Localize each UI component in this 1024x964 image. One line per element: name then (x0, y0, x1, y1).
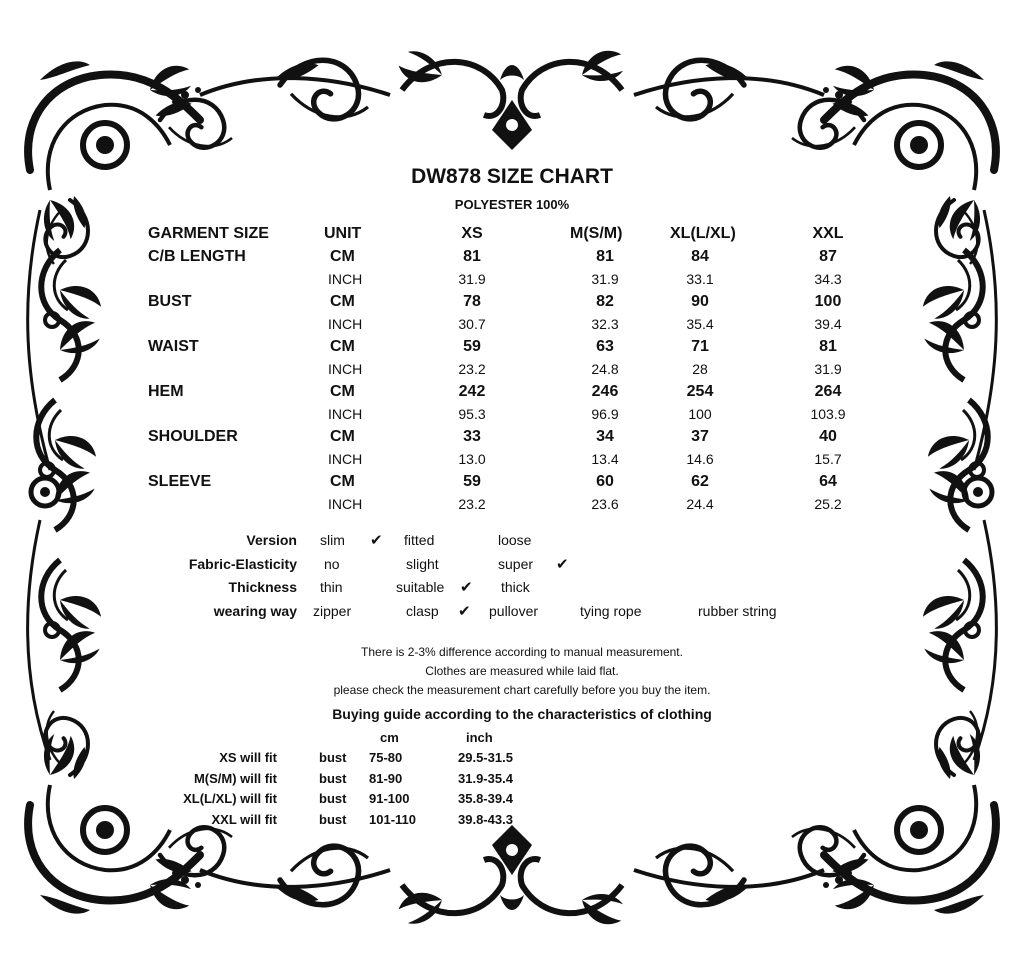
cm-value-cell: 71 (691, 338, 709, 355)
inch-value-cell: 14.6 (686, 451, 714, 467)
option-choice: suitable (396, 579, 445, 595)
inch-value-cell: 24.4 (686, 496, 714, 512)
guide-cm-range: 101-110 (369, 811, 416, 827)
option-choice: pullover (489, 602, 539, 619)
size-header-xl: XL(L/XL) (670, 225, 736, 242)
garment-size-header: GARMENT SIZE (148, 225, 269, 242)
option-label: Version (246, 532, 297, 548)
check-mark-icon: ✔ (458, 602, 471, 620)
size-header-m: M(S/M) (570, 225, 623, 242)
measurement-label: HEM (148, 383, 184, 400)
cm-value-cell: 37 (691, 428, 709, 445)
guide-part: bust (319, 811, 347, 827)
cm-value-cell: 81 (463, 248, 481, 265)
inch-value-cell: 39.4 (814, 316, 842, 332)
inch-value-cell: 31.9 (591, 271, 619, 287)
guide-part: bust (319, 791, 347, 806)
inch-value-cell: 13.4 (591, 451, 619, 467)
cm-value-cell: 100 (814, 293, 842, 310)
inch-value-cell: 23.6 (591, 496, 619, 512)
guide-inch-header: inch (466, 730, 493, 745)
guide-inch-range: 31.9-35.4 (458, 770, 513, 786)
check-mark-icon: ✔ (556, 555, 569, 573)
cm-value-cell: 242 (458, 383, 486, 400)
inch-value-cell: 23.2 (458, 361, 486, 377)
cm-value-cell: 81 (596, 248, 614, 265)
inch-value-cell: 13.0 (458, 451, 486, 467)
option-choice: rubber string (698, 602, 777, 619)
unit-cm-label: CM (330, 338, 355, 355)
check-mark-icon: ✔ (460, 579, 473, 596)
option-label: wearing way (213, 602, 297, 619)
option-choice: slim (320, 532, 345, 548)
unit-cm-label: CM (330, 473, 355, 490)
unit-inch-label: INCH (328, 271, 363, 287)
cm-value-cell: 254 (686, 383, 714, 400)
cm-value-cell: 78 (463, 293, 481, 310)
guide-size-name: M(S/M) will fit (193, 770, 277, 786)
guide-size-name: XL(L/XL) will fit (183, 791, 277, 806)
cm-value-cell: 90 (691, 293, 709, 310)
option-choice: thin (320, 579, 343, 595)
guide-inch-range: 39.8-43.3 (458, 811, 513, 827)
unit-inch-label: INCH (328, 406, 363, 422)
option-choice: loose (498, 532, 532, 548)
cm-value-cell: 63 (596, 338, 614, 355)
cm-value-cell: 62 (691, 473, 709, 490)
size-header-xs: XS (461, 225, 483, 242)
option-choice: thick (501, 579, 530, 595)
option-choice: no (324, 555, 340, 572)
measurement-label: WAIST (148, 338, 199, 355)
cm-value-cell: 82 (596, 293, 614, 310)
cm-value-cell: 87 (819, 248, 837, 265)
inch-value-cell: 34.3 (814, 271, 842, 287)
guide-inch-range: 35.8-39.4 (458, 791, 513, 806)
note-line: Clothes are measured while laid flat. (425, 664, 619, 678)
inch-value-cell: 31.9 (814, 361, 842, 377)
measurement-label: C/B LENGTH (148, 248, 246, 265)
measurement-label: SHOULDER (148, 428, 238, 445)
inch-value-cell: 100 (688, 406, 712, 422)
guide-part: bust (319, 750, 347, 765)
inch-value-cell: 103.9 (810, 406, 846, 422)
option-choice: tying rope (580, 602, 642, 619)
inch-value-cell: 28 (692, 361, 708, 377)
note-line: There is 2-3% difference according to manual measurement. (361, 645, 683, 659)
cm-value-cell: 40 (819, 428, 837, 445)
material-label: POLYESTER 100% (454, 197, 570, 212)
inch-value-cell: 96.9 (591, 406, 619, 422)
size-header-xxl: XXL (812, 225, 844, 242)
inch-value-cell: 30.7 (458, 316, 486, 332)
option-choice: fitted (404, 532, 435, 548)
unit-cm-label: CM (330, 293, 355, 310)
unit-inch-label: INCH (328, 361, 363, 377)
inch-value-cell: 35.4 (686, 316, 714, 332)
inch-value-cell: 15.7 (814, 451, 842, 467)
cm-value-cell: 246 (591, 383, 619, 400)
cm-value-cell: 34 (596, 428, 614, 445)
option-choice: zipper (313, 602, 352, 619)
inch-value-cell: 25.2 (814, 496, 842, 512)
unit-header: UNIT (324, 225, 362, 242)
note-line: please check the measurement chart carefully before you buy the item. (333, 683, 711, 697)
inch-value-cell: 95.3 (458, 406, 486, 422)
measurement-label: BUST (148, 293, 192, 310)
option-choice: super (498, 555, 534, 572)
guide-inch-range: 29.5-31.5 (458, 750, 513, 765)
cm-value-cell: 60 (596, 473, 614, 490)
option-choice: slight (406, 555, 439, 572)
unit-inch-label: INCH (328, 451, 363, 467)
check-mark-icon: ✔ (370, 532, 383, 549)
inch-value-cell: 32.3 (591, 316, 619, 332)
guide-size-name: XXL will fit (211, 811, 277, 827)
guide-cm-range: 75-80 (369, 750, 403, 765)
unit-cm-label: CM (330, 383, 355, 400)
cm-value-cell: 59 (463, 338, 481, 355)
inch-value-cell: 33.1 (686, 271, 714, 287)
cm-value-cell: 84 (691, 248, 709, 265)
cm-value-cell: 264 (814, 383, 842, 400)
cm-value-cell: 33 (463, 428, 481, 445)
guide-cm-range: 81-90 (369, 770, 403, 786)
option-label: Fabric-Elasticity (188, 555, 297, 572)
unit-inch-label: INCH (328, 496, 363, 512)
guide-size-name: XS will fit (219, 750, 277, 765)
inch-value-cell: 23.2 (458, 496, 486, 512)
option-choice: clasp (406, 602, 439, 619)
option-label: Thickness (228, 579, 297, 595)
unit-inch-label: INCH (328, 316, 363, 332)
cm-value-cell: 81 (819, 338, 837, 355)
unit-cm-label: CM (330, 428, 355, 445)
chart-title: DW878 SIZE CHART (411, 165, 613, 188)
inch-value-cell: 24.8 (591, 361, 619, 377)
guide-cm-header: cm (380, 730, 399, 745)
cm-value-cell: 59 (463, 473, 481, 490)
measurement-label: SLEEVE (148, 473, 212, 490)
cm-value-cell: 64 (819, 473, 837, 490)
inch-value-cell: 31.9 (458, 271, 486, 287)
unit-cm-label: CM (330, 248, 355, 265)
buying-guide-title: Buying guide according to the characteristics of clothing (332, 706, 712, 722)
guide-part: bust (319, 770, 347, 786)
guide-cm-range: 91-100 (369, 791, 410, 806)
